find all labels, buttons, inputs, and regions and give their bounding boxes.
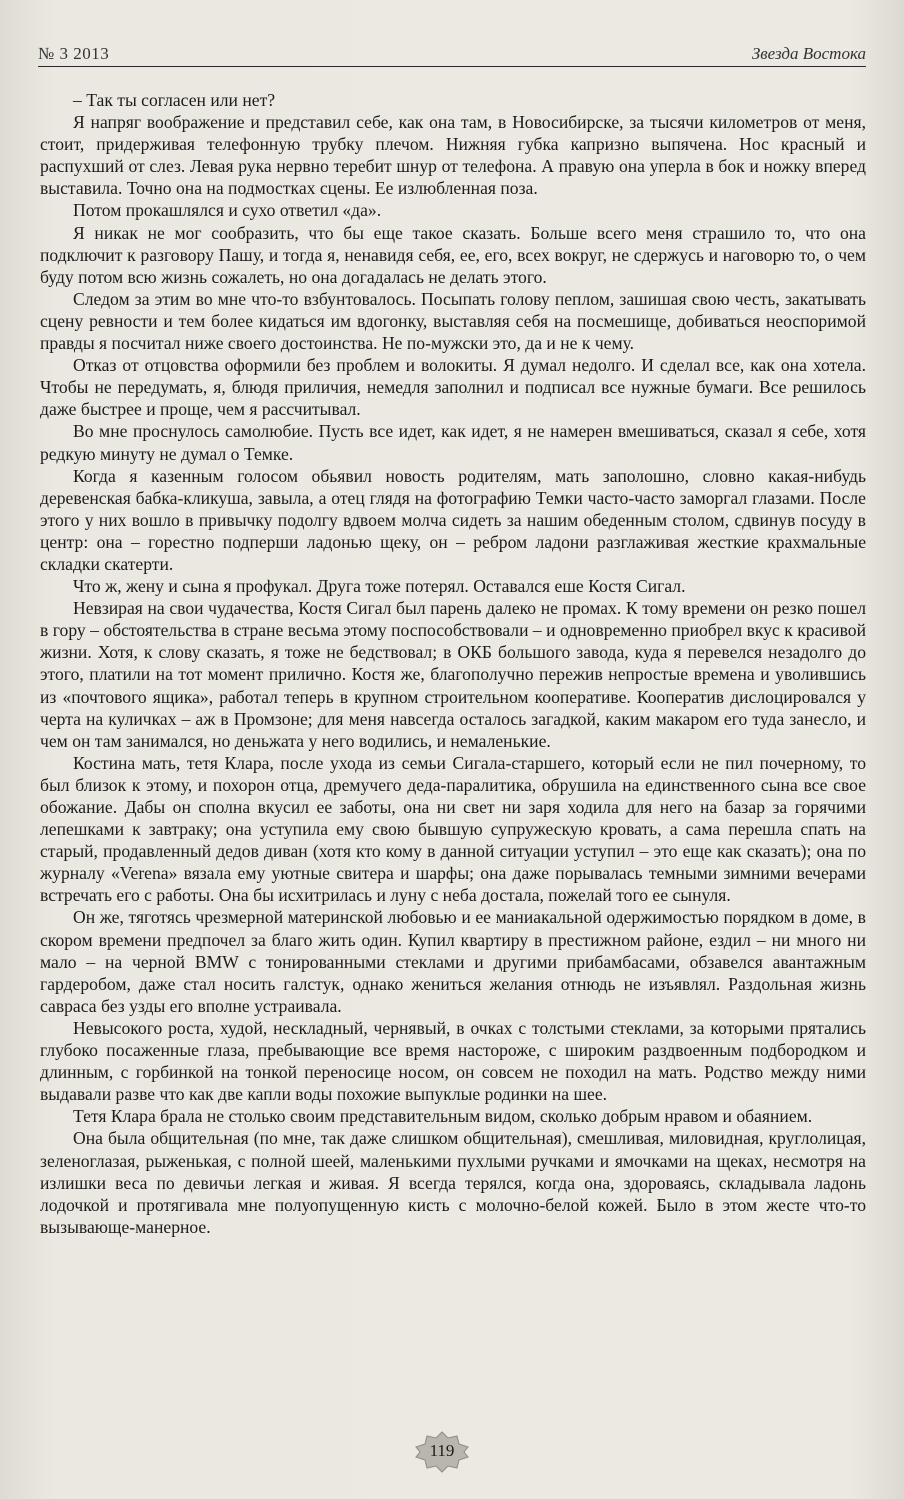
running-header — [38, 38, 866, 67]
paragraph: Следом за этим во мне что-то взбунтовалось. Посыпать голову пеплом, зашишая свою честь, закатывать сцену ревности и тем более кидаться им вдогонку, выставляя себя на посмешище, добиваться неоспоримой правды я посчитал ниже своего достоинства. Не по-мужски это, да и не к чему. — [40, 288, 866, 354]
paragraph: Когда я казенным голосом обьявил новость родителям, мать заполошно, словно какая-нибудь деревенская бабка-кликуша, завыла, а отец глядя на фотографию Темки часто-часто заморгал глазами. После этого у них вошло в привычку подолгу вдвоем молча сидеть за нашим обеденным столом, сдвинув посуду в центр: она – горестно подперши ладонью щеку, он – ребром ладони разглаживая жесткие крахмальные складки скатерти. — [40, 465, 866, 574]
paragraph: Во мне проснулось самолюбие. Пусть все идет, как идет, я не намерен вмешиваться, сказал я себе, хотя редкую минуту не думал о Темке. — [40, 421, 866, 464]
paragraph: Тетя Клара брала не столько своим представительным видом, сколько добрым нравом и обаянием. — [73, 1106, 813, 1127]
paragraph: Костина мать, тетя Клара, после ухода из семьи Сигала-старшего, который если не пил почерному, то был близок к этому, и похорон отца, дремучего деда-паралитика, обрушила на единственного сына все свое обожание. Дабы он сполна вкусил ее заботы, она ни свет ни заря ходила для него на базар за горячими лепешками к завтраку; она уступила ему свою бывшую супружескую кровать, а сама перешла спать на старый, продавленный дедов диван (хотя кто кому в данной ситуации уступил – это еще как сказать); она по журналу «Verena» вязала ему уютные свитера и шарфы; она даже порывалась темными зимними вечерами встречать его с работы. Она бы исхитрилась и луну с неба достала, пожелай того ее сынуля. — [40, 752, 866, 906]
paragraph: Что ж, жену и сына я профукал. Друга тоже потерял. Оставался еше Костя Сигал. — [73, 576, 686, 597]
paragraph: – Так ты согласен или нет? — [73, 90, 276, 110]
journal-title: Звезда Востока — [751, 44, 866, 63]
paragraph: Невысокого роста, худой, нескладный, чернявый, в очках с толстыми стеклами, за которыми прятались глубоко посаженные глаза, пребывающие все время настороже, с широким раздвоенным подбородком и длинным, с горбинкой на тонкой переносице носом, он совсем не походил на мать. Родство между ними выдавали разве что как две капли воды похожие выпуклые родинки на шее. — [40, 1017, 866, 1105]
page-number-badge — [413, 1430, 471, 1474]
issue-label: № 3 2013 — [38, 44, 110, 63]
paragraph: Я никак не мог сообразить, что бы еще такое сказать. Больше всего меня страшило то, что она подключит к разговору Пашу, и тогда я, ненавидя себя, ее, его, всех вокруг, не сдержусь и наговорю то, о чем буду потом всю жизнь сожалеть, но она догадалась не делать этого. — [40, 222, 866, 287]
paragraph: Я напряг воображение и представил себе, как она там, в Новосибирске, за тысячи километров от меня, стоит, придерживая телефонную трубку плечом. Нижняя губка капризно выпячена. Нос красный и распухший от слез. Левая рука нервно теребит шнур от телефона. А правую она уперла в бок и ножку вперед выставила. Точно она на подмостках сцены. Ее излюбленная поза. — [40, 112, 866, 199]
article-text — [40, 89, 866, 1238]
page-number: 119 — [429, 1441, 455, 1460]
paragraph: Он же, тяготясь чрезмерной материнской любовью и ее маниакальной одержимостью порядком в доме, в скором времени предпочел за благо жить один. Купил квартиру в престижном районе, ездил – ни много ни мало – на черной BMW с тонированными стеклами и другими прибамбасами, обзавелся авантажным гардеробом, даже стал носить галстук, однако жениться желания отнюдь не изъявлял. Раздольная жизнь савраса без узды его вполне устраивала. — [40, 907, 866, 1016]
paragraph: Она была общительная (по мне, так даже слишком общительная), смешливая, миловидная, круглолицая, зеленоглазая, рыженькая, с полной шеей, маленькими пухлыми ручками и ямочками на щеках, несмотря на излишки веса по девичьи легкая и живая. Я всегда терялся, когда она, здороваясь, складывала ладонь лодочкой и протягивала мне полуопущенную кисть с молочно-белой кожей. Было в этом жесте что-то вызывающе-манерное. — [40, 1128, 866, 1237]
paragraph: Потом прокашлялся и сухо ответил «да». — [73, 200, 382, 221]
paragraph: Невзирая на свои чудачества, Костя Сигал был парень далеко не промах. К тому времени он резко пошел в гору – обстоятельства в стране весьма этому поспособствовали – и одновременно приобрел вкус к красивой жизни. Хотя, к слову сказать, я тоже не бедствовал; в ОКБ большого завода, куда я перевелся незадолго до этого, платили на тот момент прилично. Костя же, благополучно пережив непростые времена и уволившись из «почтового ящика», работал теперь в крупном строительном кооперативе. Кооператив дислоцировался у черта на куличках – аж в Промзоне; для меня навсегда осталось загадкой, каким макаром его туда занесло, и чем он там занимался, но деньжата у него водились, и немаленькие. — [40, 598, 866, 751]
paragraph: Отказ от отцовства оформили без проблем и волокиты. Я думал недолго. И сделал все, как она хотела. Чтобы не передумать, я, блюдя приличия, немедля заполнил и подписал все нужные бумаги. Все решилось даже быстрее и проще, чем я рассчитывал. — [40, 355, 866, 420]
